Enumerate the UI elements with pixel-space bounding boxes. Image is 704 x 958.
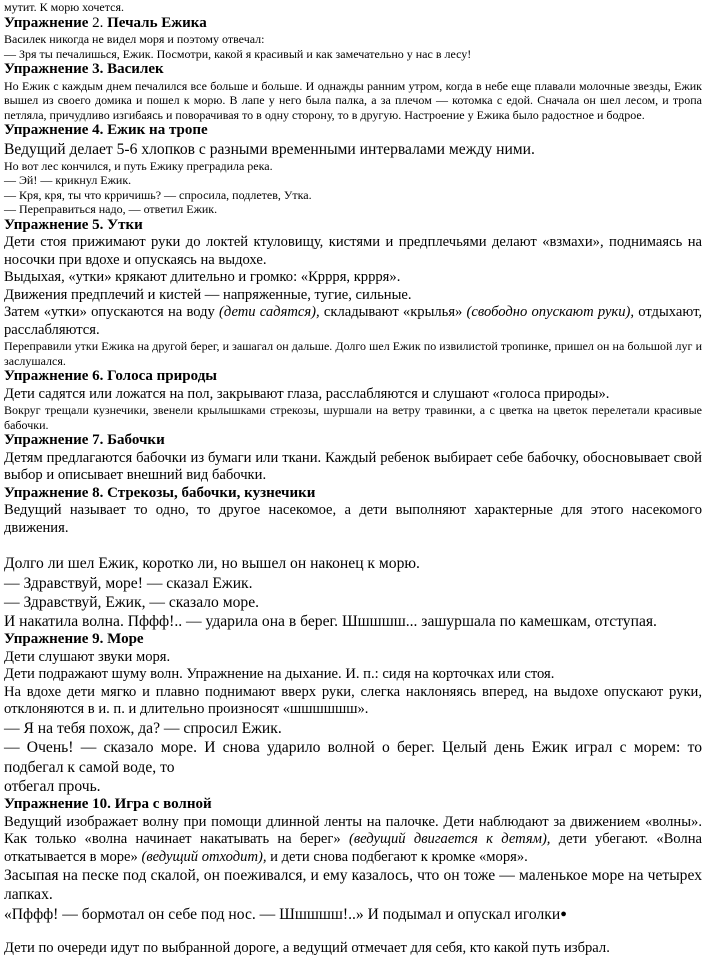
instruction-paragraph: Выдыхая, «утки» крякают длительно и громко: «Кррря, кррря».	[4, 269, 401, 286]
paragraph: Но вот лес кончился, и путь Ежику преградила река.	[4, 158, 273, 173]
italic-note: (свободно опускают руки),	[466, 304, 635, 321]
text-run: отдыхают, расслабляются.	[4, 304, 703, 338]
instruction-paragraph: Детям предлагаются бабочки из бумаги или ткани. Каждый ребенок выбирает себе бабочку, обосновывает свой выбор и описывает внешний вид бабочки.	[4, 449, 702, 484]
paragraph: Переправили утки Ежика на другой берег, и зашагал он дальше. Долго шел Ежик по извилистой тропинке, пришел он на большой луг и заслушался.	[4, 339, 702, 368]
spacer	[4, 537, 702, 554]
paragraph: Дети по очереди идут по выбранной дороге, а ведущий отмечает для себя, кто какой путь избрал.	[4, 940, 610, 957]
dialogue-line: — Зря ты печалишься, Ежик. Посмотри, какой я красивый и как замечательно у нас в лесу!	[4, 46, 472, 61]
paragraph: Василек никогда не видел моря и поэтому отвечал:	[4, 32, 265, 46]
paragraph: Но Ежик с каждым днем печалился все больше и больше. И однажды ранним утром, когда в небе еще плавали молочные звезды, Ежик вышел из своего домика и пошел к морю. В лапе у него была палка, а за плечом — котомка с едой. Сначала он шел лесом, и тропа петляла, причудливо изгибаясь и поворачивая то в одну сторону, то в другую. Настроение у Ежика было радостное и бодрое.	[4, 78, 702, 122]
dialogue-line: — Очень! — сказало море. И снова ударило волной о берег. Целый день Ежик играл с морем: то подбегал к самой воде, то	[4, 739, 702, 776]
instruction-paragraph: Дети стоя прижимают руки до локтей ктуловищу, кистями и предплечьями делают «взмахи», поднимаясь на носочки при вдохе и опускаясь на выдохе.	[4, 234, 702, 268]
dialogue-line: — Здравствуй, море! — сказал Ежик.	[4, 574, 253, 592]
exercise-4-heading: Упражнение 4. Ежик на тропе	[4, 122, 208, 138]
instruction-paragraph: На вдохе дети мягко и плавно поднимают вверх руки, слегка наклоняясь вперед, на выдохе опускают руки, отклоняются в и. п. и длительно произносят «шшшшшш».	[4, 683, 702, 718]
dialogue-line: — Эй! — крикнул Ежик.	[4, 173, 132, 188]
instruction-paragraph: Ведущий называет то одно, то другое насекомое, а дети выполняют характерные для этого насекомого движения.	[4, 502, 702, 536]
bullet-icon: ●	[560, 907, 567, 920]
text-line: мутит. К морю хочется.	[4, 0, 124, 14]
text-run: Ведущий изображает волну при помощи длинной ленты на палочке. Дети наблюдают за движением «волны». Как только «волна начинает накатывать на берег»	[4, 813, 702, 848]
italic-note: (ведущий отходит),	[141, 848, 267, 865]
dialogue-line: — Здравствуй, Ежик, — сказало море.	[4, 593, 260, 611]
instruction-paragraph	[4, 304, 702, 339]
heading-title: Печаль Ежика	[103, 14, 207, 31]
text-run: «Пффф! — бормотал он себе под нос. — Шшшшш!..» И подымал и опускал иголки	[4, 905, 561, 923]
paragraph: И накатила волна. Пффф!.. — ударила она в берег. Шшшшш... зашуршала по камешкам, отступая.	[4, 613, 657, 631]
heading-prefix: Упражнение	[4, 14, 93, 31]
instruction-paragraph: Дети садятся или ложатся на пол, закрывают глаза, расслабляются и слушают «голоса природы».	[4, 385, 610, 402]
dialogue-line: — Кря, кря, ты что крричишь? — спросила, подлетев, Утка.	[4, 187, 312, 202]
exercise-6-heading: Упражнение 6. Голоса природы	[4, 368, 218, 385]
exercise-9-heading: Упражнение 9. Море	[4, 631, 144, 648]
instruction-paragraph: Движения предплечий и кистей — напряженные, тугие, сильные.	[4, 286, 412, 303]
instruction-paragraph	[4, 814, 702, 867]
instruction-paragraph: Дети подражают шуму волн. Упражнение на дыхание. И. п.: сидя на корточках или стоя.	[4, 666, 555, 683]
text-run: складывают «крылья»	[319, 304, 467, 321]
instruction-paragraph: Дети слушают звуки моря.	[4, 648, 171, 665]
paragraph: Засыпая на песке под скалой, он поеживался, и ему казалось, что он тоже — маленькое море на четырех лапках.	[4, 867, 702, 904]
paragraph: Долго ли шел Ежик, коротко ли, но вышел он наконец к морю.	[4, 555, 420, 573]
exercise-10-heading: Упражнение 10. Игра с волной	[4, 796, 212, 813]
dialogue-line: — Я на тебя похож, да? — спросил Ежик.	[4, 719, 282, 737]
instruction-paragraph: Ведущий делает 5-6 хлопков с разными временными интервалами между ними.	[4, 140, 535, 158]
italic-note: (ведущий двигается к детям),	[348, 831, 551, 848]
heading-number: 2.	[92, 14, 104, 31]
paragraph: Вокруг трещали кузнечики, звенели крылышками стрекозы, шуршали на ветру травинки, а с цветка на цветок перелетали красивые бабочки.	[4, 403, 702, 432]
exercise-3-heading: Упражнение 3. Василек	[4, 61, 164, 77]
text-run: Затем «утки» опускаются на воду	[4, 304, 220, 321]
text-run: дети убегают. «Волна откатывается в море»	[4, 831, 702, 865]
exercise-5-heading: Упражнение 5. Утки	[4, 216, 143, 233]
dialogue-line: — Переправиться надо, — ответил Ежик.	[4, 202, 218, 217]
paragraph: отбегал прочь.	[4, 777, 101, 795]
spacer	[4, 924, 702, 940]
exercise-8-heading: Упражнение 8. Стрекозы, бабочки, кузнечики	[4, 484, 316, 501]
text-run: и дети снова подбегают к кромке «моря».	[266, 848, 528, 865]
exercise-7-heading: Упражнение 7. Бабочки	[4, 432, 165, 449]
italic-note: (дети садятся),	[219, 304, 320, 321]
exercise-2-heading	[4, 15, 702, 33]
paragraph	[4, 905, 702, 924]
